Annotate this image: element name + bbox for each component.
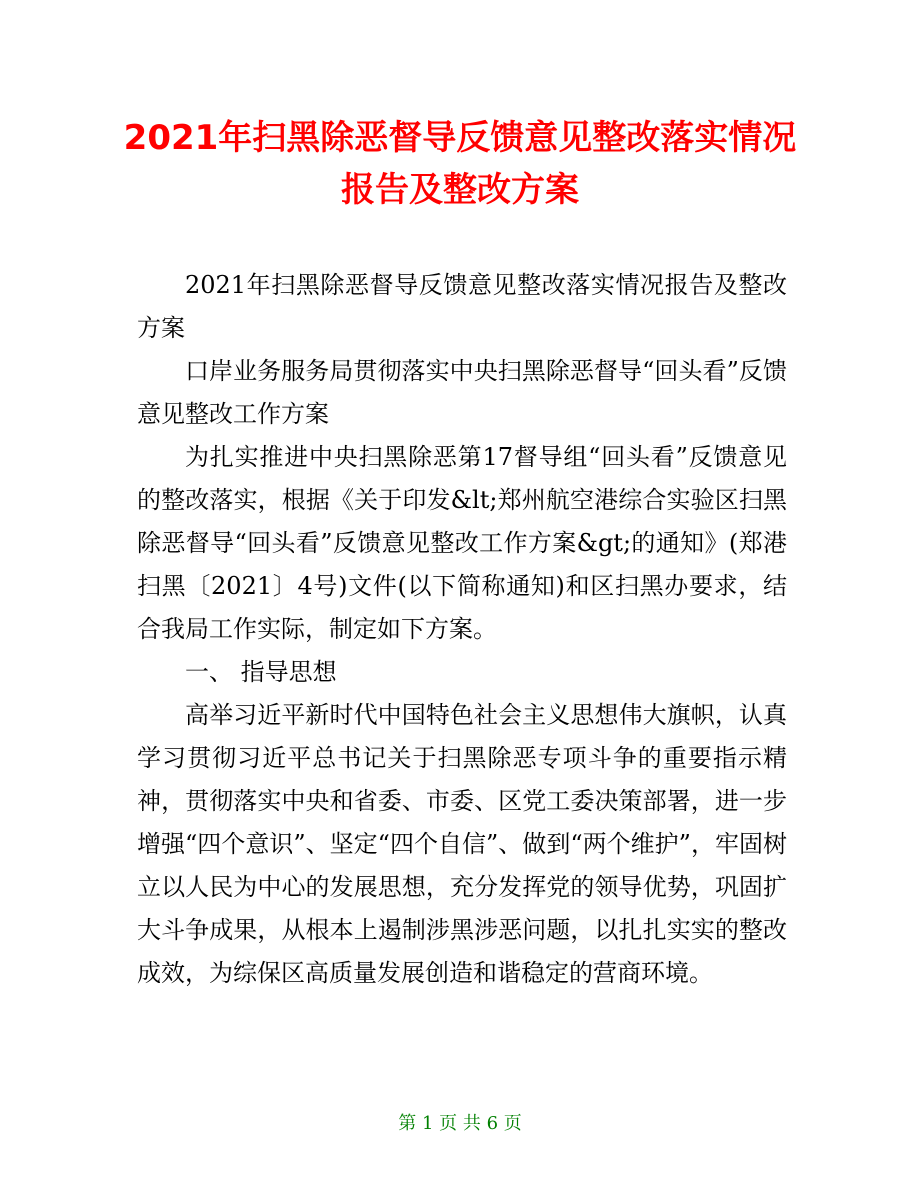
section-heading-guiding-ideology: 一、 指导思想 (185, 658, 337, 686)
document-title: 2021年扫黑除恶督导反馈意见整改落实情况报告及整改方案 (123, 118, 797, 210)
document-body (137, 264, 787, 995)
paragraph-plan-title: 口岸业务服务局贯彻落实中央扫黑除恶督导“回头看”反馈意见整改工作方案 (137, 357, 787, 428)
paragraph-guiding-ideology: 高举习近平新时代中国特色社会主义思想伟大旗帜，认真学习贯彻习近平总书记关于扫黑除恶专项斗争的重要指示精神，贯彻落实中央和省委、市委、区党工委决策部署，进一步增强“四个意识”、坚定“四个自信”、做到“两个维护”，牢固树立以人民为中心的发展思想，充分发挥党的领导优势，巩固扩大斗争成果，从根本上遏制涉黑涉恶问题，以扎扎实实的整改成效，为综保区高质量发展创造和谐稳定的营商环境。 (137, 701, 787, 987)
paragraph-introduction: 为扎实推进中央扫黑除恶第17督导组“回头看”反馈意见的整改落实，根据《关于印发&lt;郑州航空港综合实验区扫黑除恶督导“回头看”反馈意见整改工作方案&gt;的通知》(郑港扫黑〔2021〕4号)文件(以下简称通知)和区扫黑办要求，结合我局工作实际，制定如下方案。 (137, 443, 787, 643)
page-footer: 第 1 页 共 6 页 (398, 1113, 522, 1134)
paragraph-heading-repeat: 2021年扫黑除恶督导反馈意见整改落实情况报告及整改方案 (137, 271, 787, 342)
